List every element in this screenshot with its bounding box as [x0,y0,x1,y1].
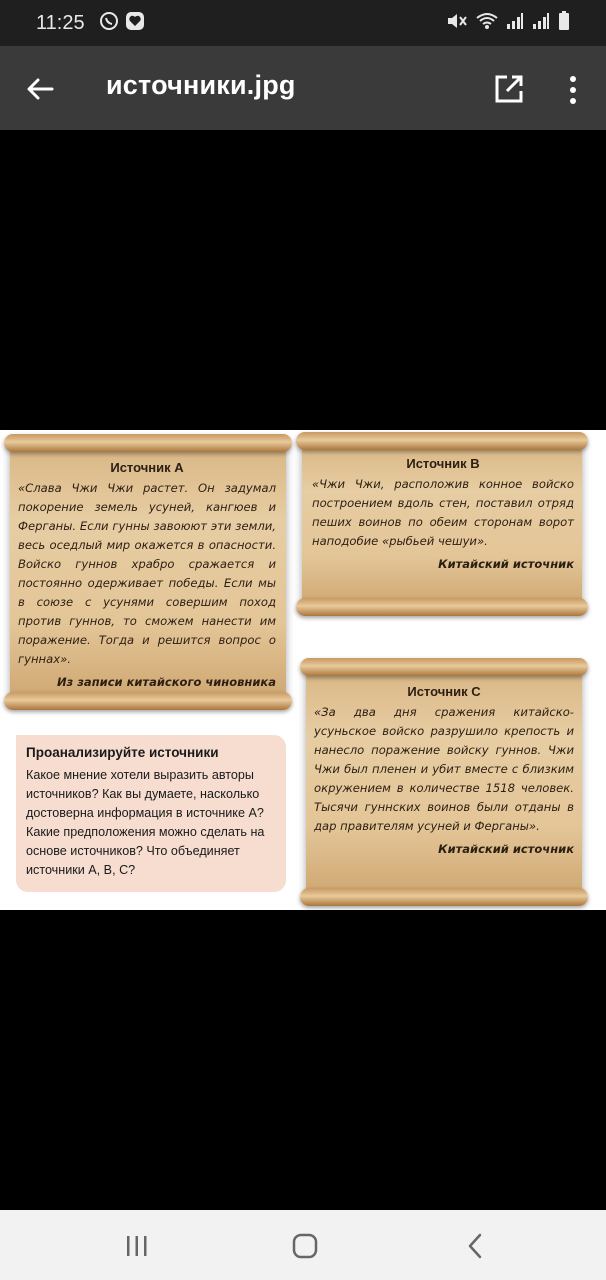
recent-apps-icon[interactable] [122,1232,152,1260]
back-icon[interactable] [460,1232,490,1260]
source-a-attribution: Из записи китайского чиновника [56,675,276,689]
whatsapp-icon [99,11,119,36]
heart-app-icon [125,11,145,36]
status-bar [0,0,606,46]
signal-icon [506,12,524,35]
image-viewer[interactable] [0,430,606,910]
status-icons [446,11,570,36]
status-time: 11:25 [36,11,85,34]
source-c-text: «За два дня сражения китайско-усуньское войско разрушило крепость и нанесло поражение войску гуннов. Чжи Чжи был пленен и убит вместе с близким окружением в количестве 1518 человек. Тысячи гуннских воинов были отданы в дар правителям усуней и Ферганы». [314,705,574,833]
scroll-source-a [10,444,286,700]
wifi-icon [476,12,498,35]
source-b-text: «Чжи Чжи, расположив конное войско построением вдоль стен, поставил отряд пеших воинов по обеим сторонам ворот наподобие «рыбьей чешуи». [312,477,574,548]
source-a-title: Источник А [110,460,184,475]
source-b-attribution: Китайский источник [438,557,574,571]
navigation-bar [0,1210,606,1280]
source-c-title: Источник С [407,684,481,699]
home-icon[interactable] [290,1232,320,1260]
source-b-title: Источник B [406,456,480,471]
scroll-source-b [302,442,582,606]
scroll-source-c [306,668,582,896]
app-bar [0,46,606,130]
source-a-text: «Слава Чжи Чжи растет. Он задумал покорение земель усуней, кангюев и Ферганы. Если гунны завоюют эти земли, весь оседлый мир окажется в опасности. Войско гуннов храбро сражается и постоянно одерживает победы. Если мы в союзе с усунями совершим поход против гуннов, то сможем нанести им поражение. Тогда и решится вопрос о гуннах». [18,481,276,666]
task-text: Какое мнение хотели выразить авторы источников? Как вы думаете, насколько достоверна информация в источнике А? Какие предположения можно сделать на основе источников? Что объединяет источники А, B, C? [26,768,265,877]
file-title: источники.jpg [106,70,296,100]
task-box [16,735,286,892]
open-external-icon[interactable] [494,74,526,106]
back-arrow-icon[interactable] [24,73,56,105]
task-title: Проанализируйте источники [26,745,219,760]
mute-icon [446,12,468,35]
signal-icon-2 [532,12,550,35]
more-vert-icon[interactable] [558,74,588,106]
source-c-attribution: Китайский источник [438,842,574,856]
battery-icon [558,11,570,36]
